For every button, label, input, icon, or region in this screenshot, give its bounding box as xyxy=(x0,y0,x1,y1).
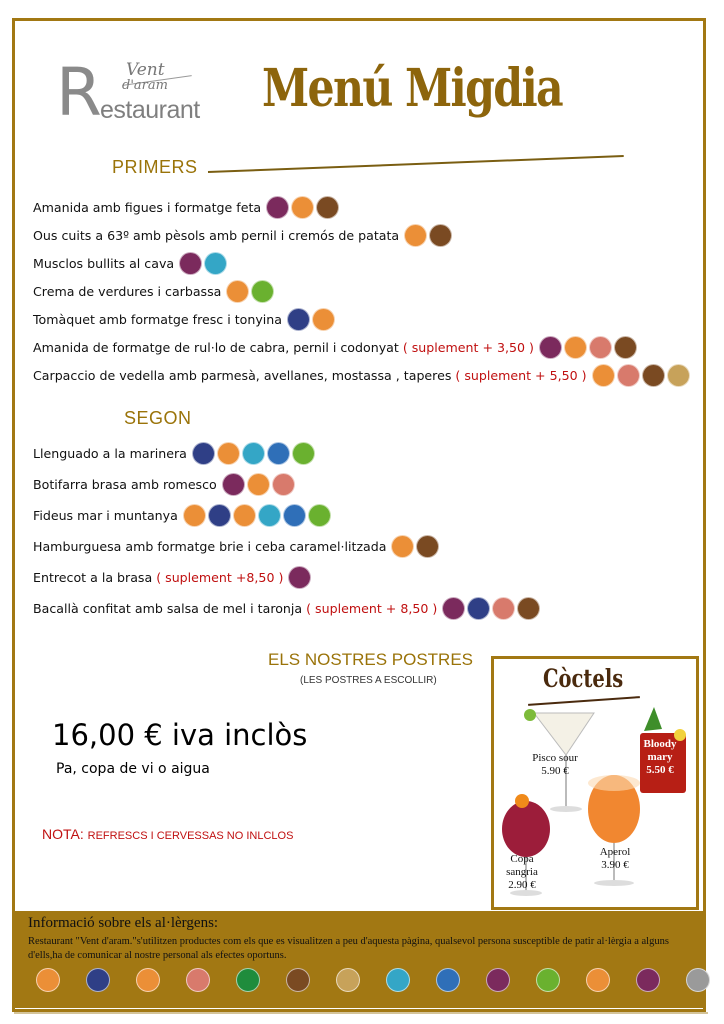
dish-name: Tomàquet amb formatge fresc i tonyina xyxy=(33,311,283,327)
allergen-navy-icon xyxy=(287,308,310,331)
dish-item xyxy=(33,533,439,559)
allergen-orange-icon xyxy=(291,196,314,219)
allergen-orange-icon xyxy=(391,535,414,558)
allergen-orange-icon xyxy=(226,280,249,303)
allergen-brown-icon xyxy=(316,196,339,219)
note-text: REFRESCS I CERVESSAS NO INLCLOS xyxy=(87,830,294,842)
page-title: Menú Migdia xyxy=(262,58,562,119)
allergen-purple-icon xyxy=(486,968,510,992)
dish-item xyxy=(33,334,637,360)
dish-allergen-icons xyxy=(391,535,439,558)
cocktail-bloody-name: Bloody mary xyxy=(643,738,677,763)
allergen-darkgreen-icon xyxy=(236,968,260,992)
allergen-pink-icon xyxy=(186,968,210,992)
allergen-gray-icon xyxy=(686,968,710,992)
dish-supplement: ( suplement +8,50 ) xyxy=(156,569,284,585)
dish-allergen-icons xyxy=(183,504,331,527)
dish-item xyxy=(33,222,452,248)
dish-name: Bacallà confitat amb salsa de mel i taronja xyxy=(33,600,303,616)
allergen-purple-icon xyxy=(442,597,465,620)
dish-supplement: ( suplement + 8,50 ) xyxy=(306,600,438,616)
dish-item xyxy=(33,564,311,590)
allergen-orange-icon xyxy=(564,336,587,359)
allergen-purple-icon xyxy=(539,336,562,359)
allergen-pink-icon xyxy=(272,473,295,496)
dish-allergen-icons xyxy=(592,364,690,387)
allergen-orange-icon xyxy=(183,504,206,527)
logo-vent: Vent xyxy=(126,60,165,80)
dish-item xyxy=(33,306,335,332)
allergen-tan-icon xyxy=(336,968,360,992)
allergen-brown-icon xyxy=(286,968,310,992)
postres-subheading: (LES POSTRES A ESCOLLIR) xyxy=(300,675,437,686)
note-label: NOTA: xyxy=(42,826,84,842)
allergen-orange-icon xyxy=(247,473,270,496)
allergen-brown-icon xyxy=(416,535,439,558)
cocktail-sangria-price: 2.90 € xyxy=(508,879,536,891)
dish-supplement: ( suplement + 3,50 ) xyxy=(402,339,534,355)
allergen-green-icon xyxy=(292,442,315,465)
dish-allergen-icons xyxy=(179,252,227,275)
allergen-green-icon xyxy=(308,504,331,527)
allergen-purple-icon xyxy=(222,473,245,496)
allergen-pink-icon xyxy=(617,364,640,387)
dish-allergen-icons xyxy=(266,196,339,219)
allergen-navy-icon xyxy=(467,597,490,620)
dish-item xyxy=(33,440,315,466)
allergen-orange-icon xyxy=(36,968,60,992)
dish-allergen-icons xyxy=(192,442,315,465)
allergen-text: Restaurant "Vent d'aram."s'utilitzen productes com els que es visualitzen a peu d'aquesta pàgina, qualsevol persona susceptible de patir al·lèrgia a alguns d'ells,ha de comunicar al nostre personal als efectes oportuns. xyxy=(28,936,669,961)
dish-item xyxy=(33,194,339,220)
dish-name: Amanida amb figues i formatge feta xyxy=(33,199,262,215)
allergen-orange-icon xyxy=(233,504,256,527)
cocktail-sangria-name: Copa sangria xyxy=(506,853,538,878)
note xyxy=(42,826,293,842)
menu-included: Pa, copa de vi o aigua xyxy=(56,761,210,777)
dish-name: Llenguado a la marinera xyxy=(33,445,187,461)
dish-item xyxy=(33,595,540,621)
allergen-teal-icon xyxy=(242,442,265,465)
dish-name: Ous cuits a 63º amb pèsols amb pernil i cremós de patata xyxy=(33,227,400,243)
allergen-teal-icon xyxy=(258,504,281,527)
cocktails-title: Còctels xyxy=(543,664,624,693)
allergen-navy-icon xyxy=(86,968,110,992)
allergen-purple-icon xyxy=(179,252,202,275)
restaurant-logo xyxy=(56,54,206,131)
allergen-green-icon xyxy=(536,968,560,992)
allergen-pink-icon xyxy=(492,597,515,620)
allergen-orange-icon xyxy=(592,364,615,387)
bottom-rule xyxy=(14,1012,708,1014)
allergen-tan-icon xyxy=(667,364,690,387)
dish-item xyxy=(33,362,690,388)
dish-item xyxy=(33,502,331,528)
cocktail-bloody-price: 5.50 € xyxy=(646,764,674,776)
segon-heading: SEGON xyxy=(124,408,192,428)
dish-name: Botifarra brasa amb romesco xyxy=(33,476,217,492)
dish-name: Amanida de formatge de rul·lo de cabra, pernil i codonyat xyxy=(33,339,399,355)
dish-item xyxy=(33,471,295,497)
allergen-blue-icon xyxy=(436,968,460,992)
allergen-orange-icon xyxy=(217,442,240,465)
allergen-navy-icon xyxy=(208,504,231,527)
allergen-orange-icon xyxy=(404,224,427,247)
cocktail-aperol xyxy=(590,846,640,872)
logo-daram: d'aram xyxy=(122,78,168,93)
cocktail-pisco-price: 5.90 € xyxy=(541,765,569,777)
dish-allergen-icons xyxy=(226,280,274,303)
allergen-navy-icon xyxy=(192,442,215,465)
allergen-orange-icon xyxy=(312,308,335,331)
cocktail-pisco xyxy=(525,752,585,778)
dish-name: Carpaccio de vedella amb parmesà, avellanes, mostassa , taperes xyxy=(33,367,452,383)
allergen-pink-icon xyxy=(589,336,612,359)
cocktail-sangria xyxy=(498,853,546,892)
allergen-orange-icon xyxy=(586,968,610,992)
dish-supplement: ( suplement + 5,50 ) xyxy=(455,367,587,383)
cocktail-aperol-price: 3.90 € xyxy=(601,859,629,871)
logo-letter: R xyxy=(56,54,102,131)
allergen-teal-icon xyxy=(204,252,227,275)
dish-allergen-icons xyxy=(539,336,637,359)
allergen-brown-icon xyxy=(642,364,665,387)
cocktail-pisco-name: Pisco sour xyxy=(532,752,578,764)
dish-allergen-icons xyxy=(222,473,295,496)
allergen-purple-icon xyxy=(288,566,311,589)
dish-item xyxy=(33,250,227,276)
allergen-blue-icon xyxy=(267,442,290,465)
dish-name: Hamburguesa amb formatge brie i ceba caramel·litzada xyxy=(33,538,387,554)
primers-heading: PRIMERS xyxy=(112,157,198,177)
dish-name: Fideus mar i muntanya xyxy=(33,507,178,523)
allergen-title: Informació sobre els al·lèrgens: xyxy=(28,915,219,931)
dish-allergen-icons xyxy=(288,566,311,589)
allergen-purple-icon xyxy=(636,968,660,992)
allergen-orange-icon xyxy=(136,968,160,992)
dish-name: Crema de verdures i carbassa xyxy=(33,283,222,299)
dish-name: Musclos bullits al cava xyxy=(33,255,175,271)
allergen-legend xyxy=(36,968,724,992)
menu-price: 16,00 € iva inclòs xyxy=(52,718,308,752)
allergen-teal-icon xyxy=(386,968,410,992)
allergen-brown-icon xyxy=(517,597,540,620)
allergen-brown-icon xyxy=(429,224,452,247)
logo-restaurant: estaurant xyxy=(100,96,200,124)
postres-heading: ELS NOSTRES POSTRES xyxy=(268,650,473,669)
dish-item xyxy=(33,278,274,304)
cocktail-bloody xyxy=(637,738,683,777)
dish-allergen-icons xyxy=(404,224,452,247)
dish-name: Entrecot a la brasa xyxy=(33,569,153,585)
allergen-brown-icon xyxy=(614,336,637,359)
dish-allergen-icons xyxy=(287,308,335,331)
dish-allergen-icons xyxy=(442,597,540,620)
allergen-green-icon xyxy=(251,280,274,303)
allergen-blue-icon xyxy=(283,504,306,527)
allergen-purple-icon xyxy=(266,196,289,219)
cocktail-aperol-name: Aperol xyxy=(599,846,631,858)
